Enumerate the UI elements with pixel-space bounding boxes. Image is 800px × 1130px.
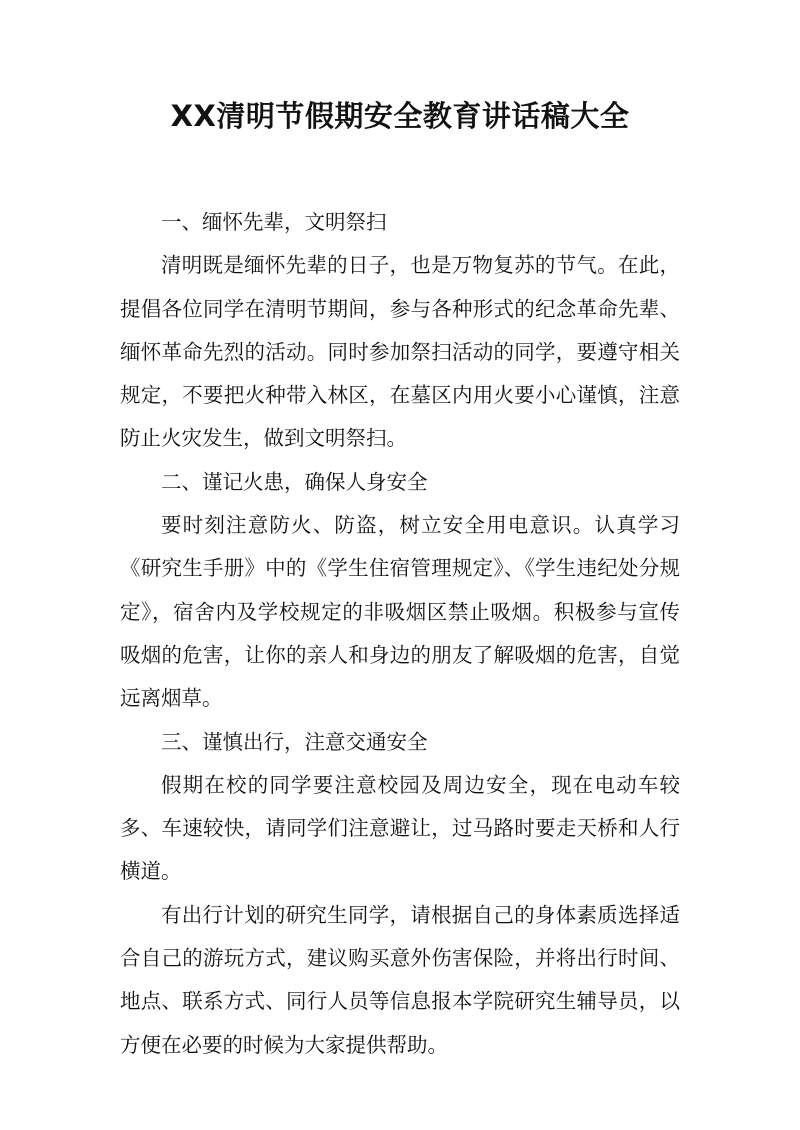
section-paragraph-2: 要时刻注意防火、防盗，树立安全用电意识。认真学习《研究生手册》中的《学生住宿管理规定》、《学生违纪处分规定》，宿舍内及学校规定的非吸烟区禁止吸烟。积极参与宣传吸烟的危害，让你的亲人和身边的朋友了解吸烟的危害，自觉远离烟草。 bbox=[120, 513, 680, 711]
section-paragraph-1: 清明既是缅怀先辈的日子，也是万物复苏的节气。在此，提倡各位同学在清明节期间，参与各种形式的纪念革命先辈、缅怀革命先烈的活动。同时参加祭扫活动的同学，要遵守相关规定，不要把火种带入林区，在墓区内用火要小心谨慎，注意防止火灾发生，做到文明祭扫。 bbox=[120, 253, 680, 451]
section-heading-2: 二、谨记火患，确保人身安全 bbox=[161, 469, 428, 494]
section-heading-3: 三、谨慎出行，注意交通安全 bbox=[161, 729, 428, 754]
section-paragraph-3a: 假期在校的同学要注意校园及周边安全，现在电动车较多、车速较快，请同学们注意避让，过马路时要走天桥和人行横道。 bbox=[120, 772, 680, 884]
section-heading-1: 一、缅怀先辈，文明祭扫 bbox=[161, 210, 387, 234]
document-body bbox=[120, 201, 680, 1067]
document-title: XX清明节假期安全教育讲话稿大全 bbox=[170, 99, 630, 133]
section-paragraph-3b: 有出行计划的研究生同学，请根据自己的身体素质选择适合自己的游玩方式，建议购买意外伤害保险，并将出行时间、地点、联系方式、同行人员等信息报本学院研究生辅导员，以方便在必要的时候为大家提供帮助。 bbox=[120, 902, 680, 1057]
